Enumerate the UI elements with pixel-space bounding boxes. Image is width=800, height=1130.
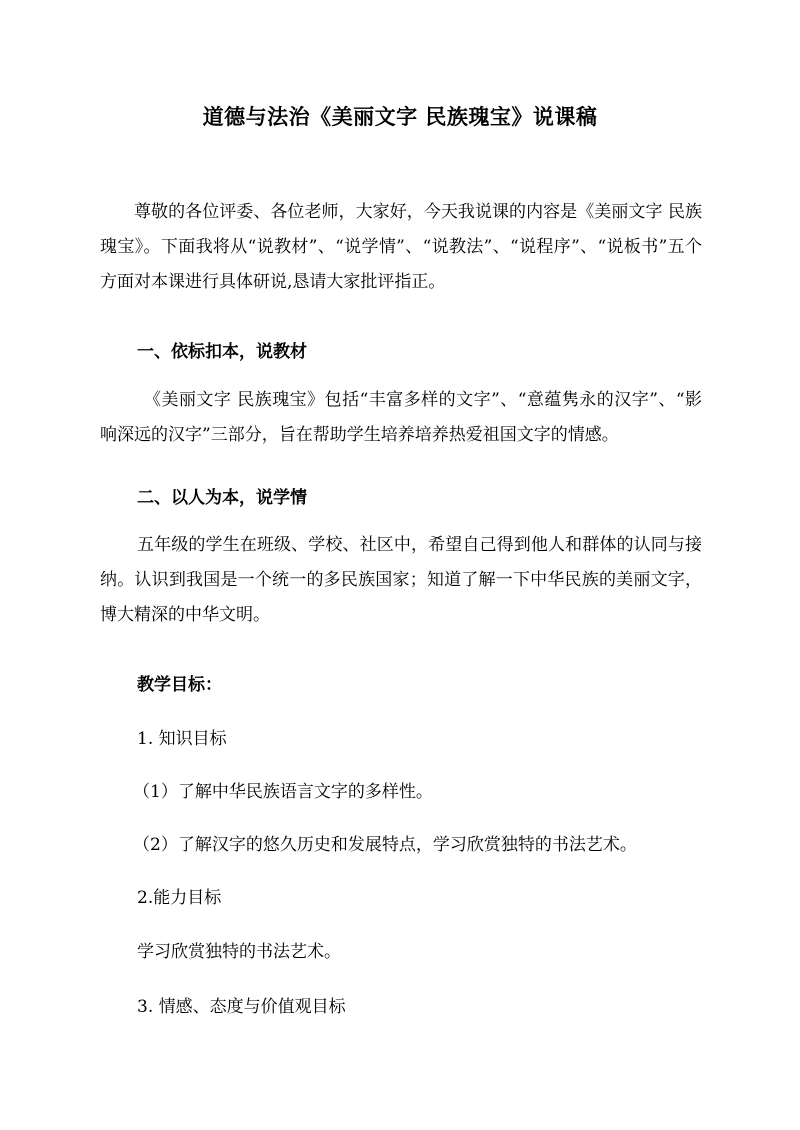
section-heading-students: 二、以人为本，说学情 xyxy=(137,488,307,508)
intro-paragraph: 尊敬的各位评委、各位老师，大家好，今天我说课的内容是《美丽文字 民族瑰宝》。下面我将从“说教材”、“说学情”、“说教法”、“说程序”、“说板书”五个方面对本课进行具体研说,恳请大家批评指正。 xyxy=(100,202,702,292)
section-heading-textbook: 一、依标扣本，说教材 xyxy=(137,342,307,362)
emotion-goal-title: 3. 情感、态度与价值观目标 xyxy=(137,997,346,1017)
ability-goal-text: 学习欣赏独特的书法艺术。 xyxy=(137,942,341,962)
knowledge-goal-title: 1. 知识目标 xyxy=(137,729,227,749)
goals-heading: 教学目标： xyxy=(137,675,222,695)
knowledge-goal-item-1: （1）了解中华民族语言文字的多样性。 xyxy=(133,782,433,802)
ability-goal-title: 2.能力目标 xyxy=(137,888,222,908)
knowledge-goal-item-2: （2）了解汉字的悠久历史和发展特点，学习欣赏独特的书法艺术。 xyxy=(133,835,637,855)
section-text-students: 五年级的学生在班级、学校、社区中，希望自己得到他人和群体的认同与接纳。认识到我国是一个统一的多民族国家；知道了解一下中华民族的美丽文字，博大精深的中华文明。 xyxy=(100,535,702,625)
page-title: 道德与法治《美丽文字 民族瑰宝》说课稿 xyxy=(202,104,598,129)
section-text-textbook: 《美丽文字 民族瑰宝》包括“丰富多样的文字”、“意蕴隽永的汉字”、“影响深远的汉字”三部分，旨在帮助学生培养培养热爱祖国文字的情感。 xyxy=(100,390,702,445)
